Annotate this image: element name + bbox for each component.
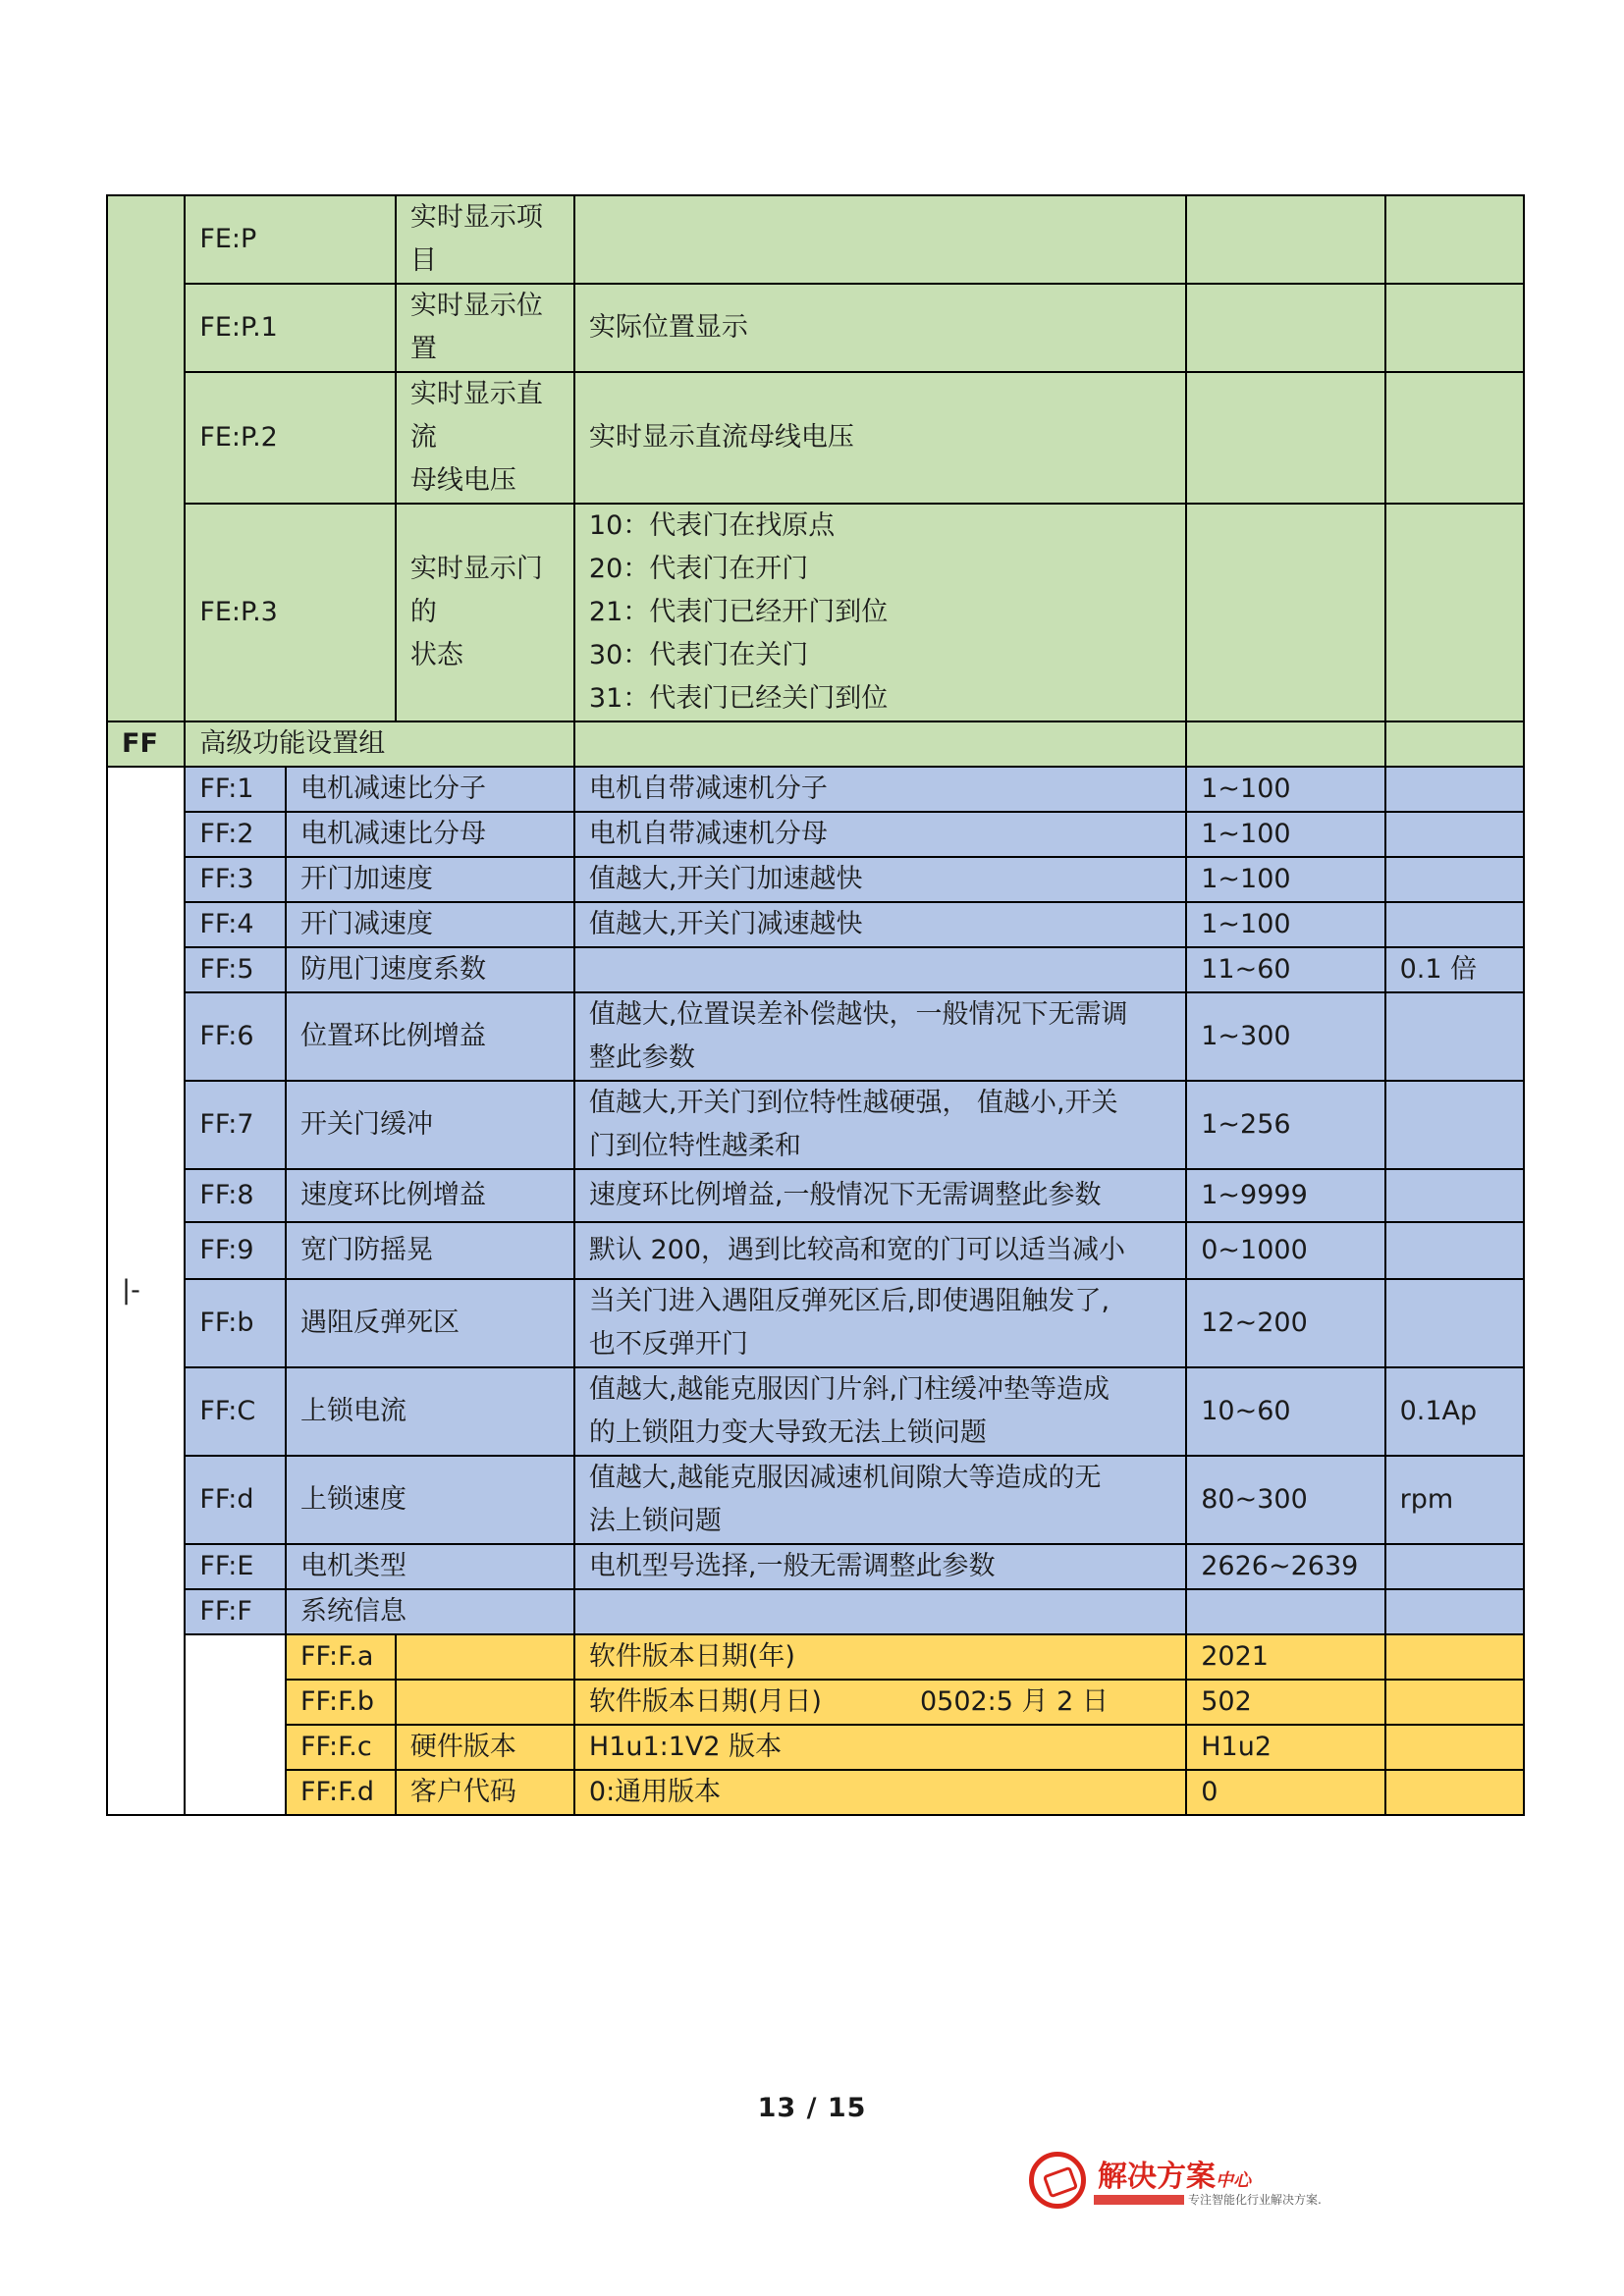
logo-title	[1098, 2152, 1251, 2195]
param-unit	[1385, 1222, 1524, 1279]
group-header-row	[107, 721, 1524, 767]
param-name: 电机减速比分母	[286, 812, 574, 857]
param-desc: H1u1:1V2 版本	[574, 1725, 1186, 1770]
param-desc: 软件版本日期(年)	[574, 1634, 1186, 1680]
param-desc	[574, 1279, 1186, 1367]
table-row	[107, 284, 1524, 372]
group-name: 高级功能设置组	[185, 721, 574, 767]
param-desc	[574, 1081, 1186, 1169]
param-unit	[1385, 284, 1524, 372]
param-desc-line: 也不反弹开门	[588, 1329, 748, 1360]
ff-side-cell: |-	[107, 767, 185, 1815]
param-name: 上锁电流	[286, 1367, 574, 1456]
group-code: FF	[107, 721, 185, 767]
param-code: FF:d	[185, 1456, 286, 1544]
param-desc-line: 值越大,开关门到位特性越硬强， 值越小,开关	[588, 1088, 1118, 1118]
param-unit: rpm	[1385, 1456, 1524, 1544]
param-desc-main: 软件版本日期(月日)	[588, 1686, 822, 1717]
param-unit	[1385, 1544, 1524, 1589]
param-code: FE:P	[185, 195, 396, 284]
param-unit	[1385, 902, 1524, 947]
param-desc-line: 法上锁问题	[588, 1506, 722, 1536]
param-name: 宽门防摇晃	[286, 1222, 574, 1279]
table-row	[107, 1279, 1524, 1367]
table-row	[107, 992, 1524, 1081]
param-code: FF:1	[185, 767, 286, 812]
table-row	[107, 1680, 1524, 1725]
param-desc-line: 值越大,越能克服因门片斜,门柱缓冲垫等造成	[588, 1374, 1110, 1405]
param-desc	[574, 195, 1186, 284]
param-range	[1186, 284, 1384, 372]
param-name: 实时显示位置	[396, 284, 574, 372]
logo-title-suffix: 中心	[1216, 2170, 1251, 2191]
table-row	[107, 812, 1524, 857]
param-unit: 0.1 倍	[1385, 947, 1524, 992]
table-row	[107, 372, 1524, 504]
param-name-line: 实时显示门的	[409, 554, 543, 627]
param-unit	[1385, 812, 1524, 857]
param-code: FF:7	[185, 1081, 286, 1169]
table-row	[107, 1634, 1524, 1680]
param-range: 0	[1186, 1770, 1384, 1815]
param-desc: 值越大,开关门加速越快	[574, 857, 1186, 902]
table-row	[107, 195, 1524, 284]
param-name: 遇阻反弹死区	[286, 1279, 574, 1367]
param-range: H1u2	[1186, 1725, 1384, 1770]
table-row	[107, 857, 1524, 902]
fff-side-cell	[185, 1634, 286, 1815]
param-name: 客户代码	[396, 1770, 574, 1815]
param-code: FE:P.3	[185, 504, 396, 721]
table-row	[107, 1222, 1524, 1279]
param-desc	[574, 1456, 1186, 1544]
table-row	[107, 1081, 1524, 1169]
param-name: 上锁速度	[286, 1456, 574, 1544]
param-desc-line: 值越大,位置误差补偿越快，一般情况下无需调	[588, 999, 1128, 1030]
param-desc	[574, 1680, 1186, 1725]
param-desc: 电机自带减速机分子	[574, 767, 1186, 812]
param-unit	[1385, 1081, 1524, 1169]
param-desc-line: 整此参数	[588, 1042, 695, 1073]
param-range: 2626~2639	[1186, 1544, 1384, 1589]
param-desc: 电机自带减速机分母	[574, 812, 1186, 857]
param-name: 开门减速度	[286, 902, 574, 947]
param-code: FF:2	[185, 812, 286, 857]
param-code: FE:P.2	[185, 372, 396, 504]
param-range: 1~100	[1186, 857, 1384, 902]
param-desc	[574, 1367, 1186, 1456]
param-desc	[574, 504, 1186, 721]
brand-logo	[1029, 2150, 1343, 2238]
param-desc-line: 的上锁阻力变大导致无法上锁问题	[588, 1417, 987, 1448]
param-desc: 默认 200，遇到比较高和宽的门可以适当减小	[574, 1222, 1186, 1279]
param-desc	[574, 721, 1186, 767]
table-row	[107, 1725, 1524, 1770]
param-code: FF:b	[185, 1279, 286, 1367]
param-name: 速度环比例增益	[286, 1169, 574, 1222]
param-unit	[1385, 1680, 1524, 1725]
param-code: FF:F	[185, 1589, 286, 1634]
table-row	[107, 1456, 1524, 1544]
param-unit	[1385, 1634, 1524, 1680]
param-desc: 电机型号选择,一般无需调整此参数	[574, 1544, 1186, 1589]
table-row	[107, 1169, 1524, 1222]
param-unit: 0.1Ap	[1385, 1367, 1524, 1456]
param-desc-line: 31：代表门已经关门到位	[588, 683, 889, 714]
logo-tagline: 专注智能化行业解决方案.	[1188, 2193, 1322, 2207]
param-code: FF:C	[185, 1367, 286, 1456]
param-desc-line: 当关门进入遇阻反弹死区后,即使遇阻触发了,	[588, 1286, 1110, 1316]
param-range: 0~1000	[1186, 1222, 1384, 1279]
param-name: 系统信息	[286, 1589, 574, 1634]
param-name: 防甩门速度系数	[286, 947, 574, 992]
param-name: 硬件版本	[396, 1725, 574, 1770]
param-desc: 实际位置显示	[574, 284, 1186, 372]
param-desc-line: 10：代表门在找原点	[588, 510, 836, 541]
param-range: 10~60	[1186, 1367, 1384, 1456]
table-row	[107, 1589, 1524, 1634]
param-unit	[1385, 992, 1524, 1081]
page-number: 13 / 15	[757, 2093, 867, 2123]
param-code: FF:8	[185, 1169, 286, 1222]
param-unit	[1385, 1279, 1524, 1367]
logo-emblem-icon	[1029, 2152, 1086, 2209]
param-name	[396, 1634, 574, 1680]
table-row	[107, 504, 1524, 721]
param-range: 1~100	[1186, 767, 1384, 812]
param-code: FF:E	[185, 1544, 286, 1589]
parameter-table	[106, 194, 1525, 1816]
param-desc: 速度环比例增益,一般情况下无需调整此参数	[574, 1169, 1186, 1222]
param-range: 80~300	[1186, 1456, 1384, 1544]
param-range: 1~100	[1186, 902, 1384, 947]
param-desc	[574, 992, 1186, 1081]
param-code: FF:F.a	[286, 1634, 396, 1680]
param-code: FF:F.d	[286, 1770, 396, 1815]
logo-underline	[1094, 2195, 1184, 2205]
param-code: FF:3	[185, 857, 286, 902]
param-name: 位置环比例增益	[286, 992, 574, 1081]
param-range: 12~200	[1186, 1279, 1384, 1367]
param-unit	[1385, 857, 1524, 902]
param-desc	[574, 1589, 1186, 1634]
param-range: 502	[1186, 1680, 1384, 1725]
param-desc-line: 门到位特性越柔和	[588, 1131, 801, 1161]
param-unit	[1385, 1725, 1524, 1770]
param-unit	[1385, 1169, 1524, 1222]
fe-side-cell	[107, 195, 185, 721]
param-unit	[1385, 504, 1524, 721]
param-code: FF:6	[185, 992, 286, 1081]
param-desc: 实时显示直流母线电压	[574, 372, 1186, 504]
param-desc-line: 30：代表门在关门	[588, 640, 809, 670]
table-row	[107, 767, 1524, 812]
table-row	[107, 902, 1524, 947]
table-row	[107, 1367, 1524, 1456]
param-name: 开门加速度	[286, 857, 574, 902]
param-name-line: 实时显示直流	[409, 379, 543, 453]
param-range	[1186, 721, 1384, 767]
param-code: FF:F.b	[286, 1680, 396, 1725]
param-range: 1~300	[1186, 992, 1384, 1081]
param-code: FF:9	[185, 1222, 286, 1279]
param-name	[396, 372, 574, 504]
param-desc: 值越大,开关门减速越快	[574, 902, 1186, 947]
param-code: FF:F.c	[286, 1725, 396, 1770]
param-unit	[1385, 195, 1524, 284]
param-name: 电机减速比分子	[286, 767, 574, 812]
param-name-line: 状态	[409, 640, 463, 670]
param-desc-extra: 0502:5 月 2 日	[919, 1686, 1109, 1717]
param-name: 开关门缓冲	[286, 1081, 574, 1169]
table-row	[107, 1770, 1524, 1815]
param-name: 电机类型	[286, 1544, 574, 1589]
param-range: 11~60	[1186, 947, 1384, 992]
param-range: 2021	[1186, 1634, 1384, 1680]
param-unit	[1385, 1770, 1524, 1815]
param-desc-line: 21：代表门已经开门到位	[588, 597, 889, 627]
param-desc-line: 值越大,越能克服因减速机间隙大等造成的无	[588, 1463, 1102, 1493]
param-code: FF:4	[185, 902, 286, 947]
table-row	[107, 1544, 1524, 1589]
param-range	[1186, 372, 1384, 504]
param-range: 1~100	[1186, 812, 1384, 857]
param-unit	[1385, 721, 1524, 767]
param-code: FE:P.1	[185, 284, 396, 372]
param-name: 实时显示项目	[396, 195, 574, 284]
param-unit	[1385, 1589, 1524, 1634]
param-range: 1~256	[1186, 1081, 1384, 1169]
param-range	[1186, 195, 1384, 284]
param-desc-line: 20：代表门在开门	[588, 554, 809, 584]
param-desc	[574, 947, 1186, 992]
param-name	[396, 504, 574, 721]
param-name	[396, 1680, 574, 1725]
param-range	[1186, 504, 1384, 721]
param-range: 1~9999	[1186, 1169, 1384, 1222]
param-unit	[1385, 372, 1524, 504]
param-range	[1186, 1589, 1384, 1634]
param-code: FF:5	[185, 947, 286, 992]
logo-title-text: 解决方案	[1098, 2160, 1216, 2194]
table-row	[107, 947, 1524, 992]
param-unit	[1385, 767, 1524, 812]
param-desc: 0:通用版本	[574, 1770, 1186, 1815]
param-name-line: 母线电压	[409, 465, 516, 496]
